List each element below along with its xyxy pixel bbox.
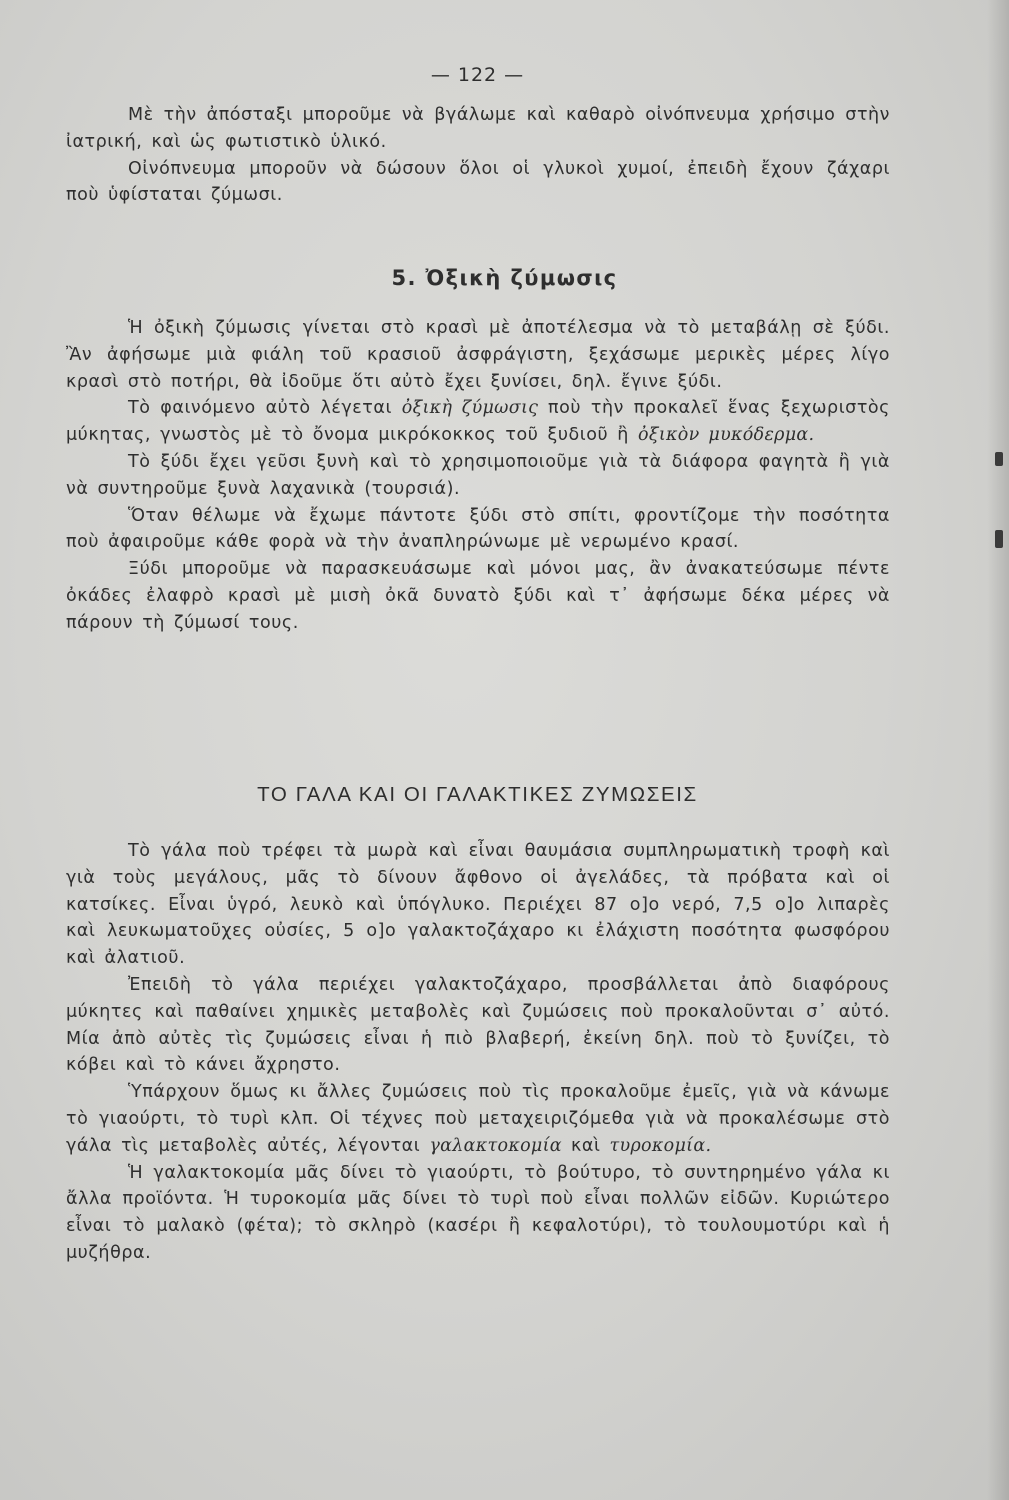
milk-text-block: [66, 838, 890, 1267]
text-run: Ὑπάρχουν ὅμως κι ἄλλες ζυμώσεις ποὺ τὶς προκαλοῦμε ἐμεῖς, γιὰ νὰ κάνωμε τὸ γιαούρτι, τὸ τυρὶ κλπ. Οἱ τέχνες ποὺ μεταχειριζόμεθα γιὰ νὰ προκαλέσωμε στὸ γάλα τὶς μεταβολὲς αὐτές, λέγονται: [66, 1082, 890, 1156]
paragraph: Τὸ ξύδι ἔχει γεῦσι ξυνὴ καὶ τὸ χρησιμοποιοῦμε γιὰ τὰ διάφορα φαγητὰ ἢ γιὰ νὰ συντηροῦμε ξυνὰ λαχανικὰ (τουρσιά).: [66, 451, 890, 499]
paragraph: Τὸ γάλα ποὺ τρέφει τὰ μωρὰ καὶ εἶναι θαυμάσια συμπληρωματικὴ τροφὴ καὶ γιὰ τοὺς μεγάλους, μᾶς τὸ δίνουν ἄφθονο οἱ ἀγελάδες, τὰ πρόβατα καὶ οἱ κατσίκες. Εἶναι ὑγρό, λευκὸ καὶ ὑπόγλυκο. Περιέχει 87 ο]ο νερό, 7,5 ο]ο λιπαρὲς καὶ λευκωματοῦχες οὐσίες, 5 ο]ο γαλακτοζάχαρο κι ἐλάχιστη ποσότητα φωσφόρου καὶ ἀλατιοῦ.: [66, 841, 890, 969]
page-edge-shadow: [987, 0, 1009, 1500]
acetic-fermentation-text: [66, 315, 890, 637]
intro-text-block: [66, 102, 890, 209]
italic-term: ὀξικὴ ζύμωσις: [401, 398, 539, 419]
paragraph: Ἡ ὀξικὴ ζύμωσις γίνεται στὸ κρασὶ μὲ ἀποτέλεσμα νὰ τὸ μεταβάλῃ σὲ ξύδι. Ἂν ἀφήσωμε μιὰ φιάλη τοῦ κρασιοῦ ἀσφράγιστη, ξεχάσωμε μερικὲς μέρες λίγο κρασὶ στὸ ποτήρι, θὰ ἰδοῦμε ὅτι αὐτὸ ἔχει ξυνίσει, δηλ. ἔγινε ξύδι.: [66, 318, 890, 392]
paragraph: Ξύδι μποροῦμε νὰ παρασκευάσωμε καὶ μόνοι μας, ἂν ἀνακατεύσωμε πέντε ὀκάδες ἐλαφρὸ κρασὶ μὲ μισὴ ὀκᾶ δυνατὸ ξύδι καὶ τ᾿ ἀφήσωμε δέκα μέρες νὰ πάρουν τὴ ζύμωσί τους.: [66, 559, 890, 633]
chapter-title: ΤΟ ΓΑΛΑ ΚΑΙ ΟΙ ΓΑΛΑΚΤΙΚΕΣ ΖΥΜΩΣΕΙΣ: [257, 783, 698, 806]
paragraph: Οἰνόπνευμα μποροῦν νὰ δώσουν ὅλοι οἱ γλυκοὶ χυμοί, ἐπειδὴ ἔχουν ζάχαρι ποὺ ὑφίσταται ζύμωσι.: [66, 158, 890, 206]
paragraph: Ὅταν θέλωμε νὰ ἔχωμε πάντοτε ξύδι στὸ σπίτι, φροντίζομε τὴν ποσότητα ποὺ ἀφαιροῦμε κάθε φορὰ νὰ τὴν ἀναπληρώνωμε μὲ νερωμένο κρασί.: [66, 505, 890, 553]
paragraph: Ἐπειδὴ τὸ γάλα περιέχει γαλακτοζάχαρο, προσβάλλεται ἀπὸ διαφόρους μύκητες καὶ παθαίνει χημικὲς μεταβολὲς καὶ ζυμώσεις ποὺ προκαλοῦνται σ᾿ αὐτό. Μία ἀπὸ αὐτὲς τὶς ζυμώσεις εἶναι ἡ πιὸ βλαβερή, ἐκείνη δηλ. ποὺ τὸ ξυνίζει, τὸ κόβει καὶ τὸ κάνει ἄχρηστο.: [66, 974, 890, 1076]
paragraph: Ἡ γαλακτοκομία μᾶς δίνει τὸ γιαούρτι, τὸ βούτυρο, τὸ συντηρημένο γάλα κι ἄλλα προϊόντα. Ἡ τυροκομία μᾶς δίνει τὸ τυρὶ ποὺ εἶναι πολλῶν εἰδῶν. Κυριώτερο εἶναι τὸ μαλακὸ (φέτα); τὸ σκληρὸ (κασέρι ἢ κεφαλοτύρι), τὸ τουλουμοτύρι καὶ ἡ μυζήθρα.: [66, 1162, 890, 1263]
section-heading: 5. Ὀξικὴ ζύμωσις: [391, 266, 618, 290]
text-run: Τὸ φαινόμενο αὐτὸ λέγεται: [128, 398, 402, 419]
italic-term: τυροκομία.: [609, 1135, 712, 1156]
paragraph: [66, 395, 890, 449]
binding-mark: [995, 452, 1003, 466]
page-number: — 122 —: [430, 64, 525, 86]
paragraph: [66, 1079, 890, 1159]
binding-mark: [995, 530, 1003, 548]
paragraph: Μὲ τὴν ἀπόσταξι μποροῦμε νὰ βγάλωμε καὶ καθαρὸ οἰνόπνευμα χρήσιμο στὴν ἰατρική, καὶ ὡς φωτιστικὸ ὑλικό.: [66, 105, 890, 152]
italic-term: γαλακτοκομία: [429, 1135, 562, 1156]
text-run: καὶ: [561, 1135, 610, 1156]
text-run: ποὺ τὴν προκαλεῖ ἕνας ξεχωριστὸς μύκητας, γνωστὸς μὲ τὸ ὄνομα μικρόκοκκος τοῦ ξυδιοῦ ἢ: [66, 398, 890, 446]
italic-term: ὀξικὸν μυκόδερμα.: [638, 425, 815, 446]
